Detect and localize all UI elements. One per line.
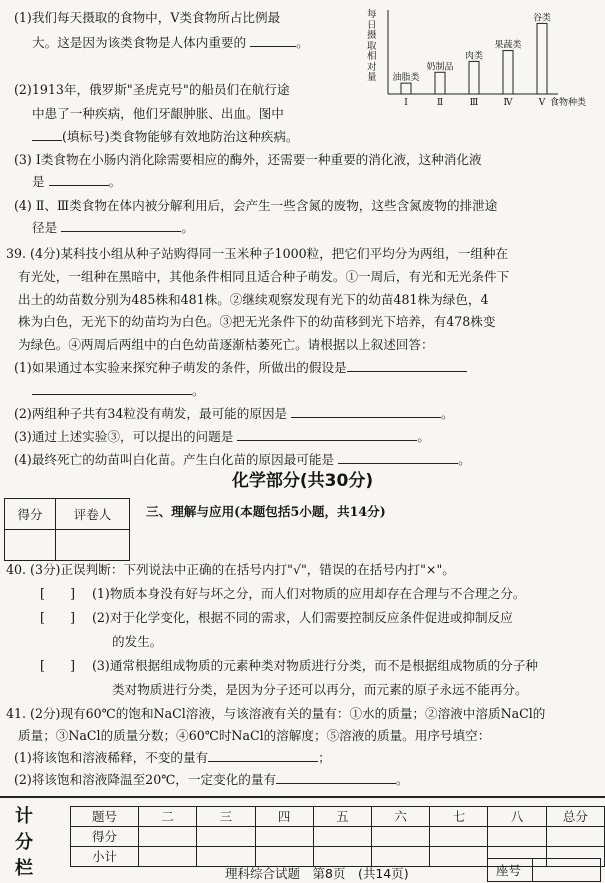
q39-stem-line1: 39. (4分)某科技小组从种子站购得同一玉米种子1000粒，把它们平均分为两组，一组种在: [6, 246, 509, 261]
chart-tick-label: Ⅰ: [404, 98, 408, 108]
chart-bar-label: 谷类: [532, 13, 552, 24]
answer-blank[interactable]: [291, 405, 441, 418]
chemistry-heading: 化学部分(共30分): [231, 471, 374, 491]
answer-blank[interactable]: [32, 382, 192, 395]
food-bar-chart: [368, 6, 596, 110]
chart-bar: [435, 72, 445, 94]
q39-sub3: (3)通过上述实验③，可以提出的问题是 。: [14, 429, 430, 444]
q39-stem-line4: 株为白色，无光下的幼苗均为白色。③把无光条件下的幼苗移到光下培养，有478株变: [18, 314, 496, 329]
q40-item-3-line2: 类对物质进行分类，是因为分子还可以再分，而元素的原子永远不能再分。: [112, 682, 528, 697]
chart-bar-label: 果蔬类: [494, 40, 522, 51]
answer-blank[interactable]: [347, 359, 467, 372]
q39-sub1-cont: 。: [32, 381, 205, 400]
tally-header-cell: 二: [139, 807, 197, 827]
grader-cell[interactable]: [56, 530, 130, 561]
answer-blank[interactable]: [61, 219, 181, 232]
q38-part4-line2: 径是 。: [32, 220, 194, 235]
score-label: 得分: [5, 499, 56, 530]
chart-bar-label: 油脂类: [392, 73, 420, 84]
answer-blank[interactable]: [32, 128, 62, 141]
q40-bracket-2[interactable]: [ ]: [40, 610, 76, 625]
chart-x-label: 食物种类: [550, 98, 587, 108]
chart-bar-label: 肉类: [464, 51, 484, 62]
chart-y-label: 每日摄取相对量: [367, 9, 377, 83]
tally-score-row: [71, 827, 605, 847]
chart-tick-label: Ⅳ: [503, 98, 513, 108]
chart-bar: [469, 61, 479, 94]
tally-header-cell: 七: [430, 807, 488, 827]
q38-part2-line2: 中患了一种疾病，他们牙龈肿胀、出血。图中: [32, 106, 284, 121]
tally-header-cell: 八: [488, 807, 546, 827]
q41-sub2: (2)将该饱和溶液降温至20℃，一定变化的量有 。: [14, 772, 409, 787]
q39-stem-line3: 出土的幼苗数分别为485株和481株。②继续观察发现有光下的幼苗481株为绿色，4: [18, 292, 489, 307]
answer-blank[interactable]: [338, 451, 458, 464]
tally-header-cell: 六: [372, 807, 430, 827]
q38-part3-line1: (3) Ⅰ类食物在小肠内消化除需要相应的酶外，还需要一种重要的消化液，这种消化液: [14, 152, 482, 167]
score-box: [4, 498, 130, 558]
tally-header-cell: 三: [197, 807, 255, 827]
q38-part3-line2: 是 。: [32, 174, 122, 189]
chart-tick-label: Ⅱ: [436, 98, 444, 108]
tally-header-cell: 五: [313, 807, 371, 827]
q38-part4-line1: (4) Ⅱ、Ⅲ类食物在体内被分解利用后，会产生一些含氮的废物，这些含氮废物的排泄途: [14, 198, 498, 213]
tally-score-cell[interactable]: [139, 827, 197, 847]
chart-bar: [537, 23, 547, 94]
q38-part1-line1: (1)我们每天摄取的食物中，V类食物所占比例最: [14, 10, 281, 25]
tally-row-label: 得分: [71, 827, 139, 847]
tally-header-cell: 题号: [71, 807, 139, 827]
q39-stem-line2: 有光处，一组种在黑暗中，其他条件相同且适合种子萌发。①一周后，有光和无光条件下: [18, 269, 510, 284]
q41-stem-line2: 质量；③NaCl的质量分数；④60℃时NaCl的溶解度；⑤溶液的质量。用序号填空：: [18, 728, 491, 743]
q41-stem-line1: 41. (2分)现有60℃的饱和NaCl溶液，与该溶液有关的量有：①水的质量；②溶液中溶质NaCl的: [6, 706, 546, 721]
grader-label: 评卷人: [56, 499, 130, 530]
tally-header-cell: 四: [255, 807, 313, 827]
tally-header-cell: 总分: [546, 807, 604, 827]
q41-sub1: (1)将该饱和溶液稀释，不变的量有 ；: [14, 750, 331, 765]
answer-blank[interactable]: [49, 173, 109, 186]
q40-item-3-line1: (3)通常根据组成物质的元素种类对物质进行分类，而不是根据组成物质的分子种: [92, 658, 539, 673]
tally-subtotal-cell[interactable]: [139, 847, 197, 867]
q40-bracket-3[interactable]: [ ]: [40, 658, 76, 673]
tally-title: 计分栏: [15, 806, 33, 879]
q38-part2-line3: (填标号)类食物能够有效地防治这种疾病。: [32, 127, 299, 146]
q38-part1-line2: 大。这是因为该类食物是人体内重要的 。: [32, 35, 309, 50]
chart-svg: [368, 6, 596, 110]
tally-score-cell[interactable]: [546, 827, 604, 847]
tally-subtotal-cell[interactable]: [430, 847, 488, 867]
q38-part2-line1: (2)1913年，俄罗斯"圣虎克号"的船员们在航行途: [14, 82, 290, 97]
chart-bar-label: 奶制品: [426, 62, 454, 73]
tally-score-cell[interactable]: [430, 827, 488, 847]
q39-sub2: (2)两组种子共有34粒没有萌发，最可能的原因是 。: [14, 406, 454, 421]
q39-sub4: (4)最终死亡的幼苗叫白化苗。产生白化苗的原因最可能是 。: [14, 452, 471, 467]
q40-item-1: (1)物质本身没有好与坏之分，而人们对物质的应用却存在合理与不合理之分。: [92, 586, 526, 601]
answer-blank[interactable]: [276, 771, 396, 784]
q40-item-2-line2: 的发生。: [112, 634, 163, 649]
tally-score-cell[interactable]: [372, 827, 430, 847]
tally-score-cell[interactable]: [488, 827, 546, 847]
answer-blank[interactable]: [237, 428, 417, 441]
tally-score-cell[interactable]: [313, 827, 371, 847]
score-cell[interactable]: [5, 530, 56, 561]
seat-number-box[interactable]: [487, 858, 601, 882]
chart-bar: [503, 51, 513, 94]
page-footer: 理科综合试题 第8页 (共14页): [225, 866, 409, 881]
tally-row-label: 小计: [71, 847, 139, 867]
q40-bracket-1[interactable]: [ ]: [40, 586, 76, 601]
section-title: 三、理解与应用(本题包括5小题，共14分): [146, 504, 386, 519]
section-divider: [0, 796, 605, 798]
chart-tick-label: Ⅲ: [469, 98, 479, 108]
tally-score-cell[interactable]: [197, 827, 255, 847]
chart-bar: [401, 83, 411, 94]
tally-score-cell[interactable]: [255, 827, 313, 847]
q39-stem-line5: 为绿色。④两周后两组中的白色幼苗逐渐枯萎死亡。请根据以上叙述回答：: [18, 337, 434, 352]
chart-tick-label: Ⅴ: [538, 98, 546, 108]
seat-label: 座号: [496, 863, 522, 878]
q40-item-2-line1: (2)对于化学变化，根据不同的需求，人们需要控制反应条件促进或抑制反应: [92, 610, 513, 625]
tally-header-row: [71, 807, 605, 827]
answer-blank[interactable]: [250, 34, 296, 47]
q39-sub1: (1)如果通过本实验来探究种子萌发的条件，所做出的假设是: [14, 358, 467, 377]
q40-stem: 40. (3分)正误判断：下列说法中正确的在括号内打"√"，错误的在括号内打"×"。: [6, 562, 455, 577]
answer-blank[interactable]: [208, 749, 318, 762]
